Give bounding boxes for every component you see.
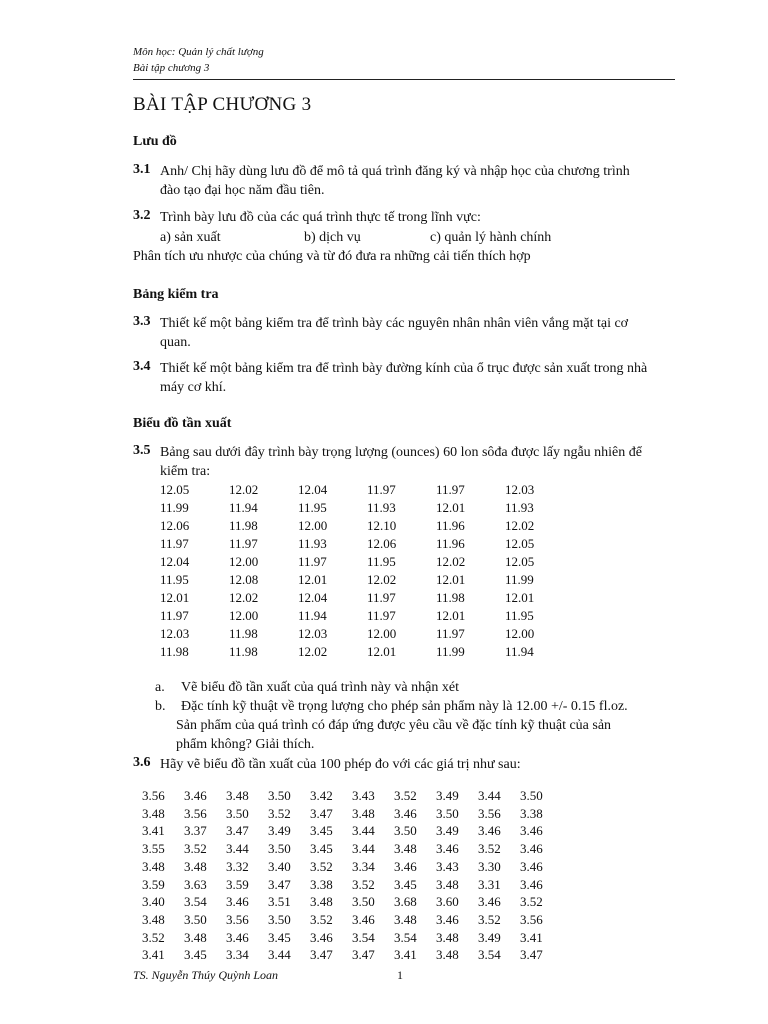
table-cell: 3.56 [226,911,249,927]
table-cell: 3.48 [184,858,207,874]
table-cell: 11.98 [229,644,258,659]
table-cell: 11.97 [229,536,258,551]
table-cell: 12.02 [298,644,328,659]
table-cell: 3.47 [268,876,291,892]
exercise-number: 3.2 [133,208,151,223]
table-cell: 3.46 [520,841,543,857]
table-cell: 11.95 [160,572,189,587]
table-cell: 3.50 [352,894,375,910]
table-cell: 12.02 [505,518,535,533]
table-cell: 11.96 [436,536,465,551]
table-cell: 12.01 [367,644,397,659]
table-cell: 3.47 [520,947,543,963]
footer-author: TS. Nguyễn Thúy Quỳnh Loan [133,968,278,982]
table-cell: 3.56 [142,788,165,803]
table-cell: 3.31 [478,876,501,892]
exercise-number: 3.4 [133,359,151,374]
table-cell: 3.46 [436,911,459,927]
table-cell: 3.46 [478,823,501,839]
table-cell: 12.03 [160,626,190,641]
section-heading-flowchart: Lưu đồ [133,134,177,149]
table-cell: 3.48 [226,788,249,803]
table-cell: 3.52 [352,876,375,892]
item-b-text: Sản phẩm của quá trình có đáp ứng được yêu cầu về đặc tính kỹ thuật của sản [176,718,612,733]
table-cell: 3.41 [142,823,165,839]
table-cell: 3.52 [184,841,207,857]
table-cell: 12.00 [229,554,259,569]
table-cell: 3.48 [436,929,459,945]
table-cell: 3.54 [478,947,501,963]
table-cell: 3.46 [436,841,459,857]
exercise-text: Bảng sau dưới đây trình bày trọng lượng (ounces) 60 lon sôđa được lấy ngẫu nhiên để [160,445,642,460]
table-cell: 3.30 [478,858,501,874]
table-cell: 3.55 [142,841,165,857]
table-cell: 3.59 [142,876,165,892]
table-cell: 11.95 [298,500,327,515]
table-cell: 3.54 [394,929,417,945]
table-cell: 3.47 [310,947,333,963]
table-cell: 12.02 [436,554,466,569]
table-cell: 3.46 [520,823,543,839]
table-cell: 11.98 [436,590,465,605]
course-header: Môn học: Quản lý chất lượng [133,46,264,58]
table-cell: 3.34 [352,858,375,874]
table-cell: 3.46 [478,894,501,910]
table-cell: 3.43 [352,788,375,803]
table-cell: 3.48 [394,911,417,927]
table-cell: 3.37 [184,823,207,839]
table-cell: 3.52 [394,788,417,803]
table-cell: 3.38 [310,876,333,892]
option-b: b) dịch vụ [304,230,361,245]
table-cell: 11.97 [298,554,327,569]
table-cell: 11.97 [160,608,189,623]
table-cell: 3.49 [436,788,459,803]
table-cell: 12.05 [160,482,190,497]
option-a: a) sản xuất [160,230,221,245]
table-cell: 3.54 [352,929,375,945]
table-cell: 12.06 [367,536,397,551]
table-cell: 3.44 [352,823,375,839]
table-cell: 11.97 [367,608,396,623]
table-cell: 11.95 [505,608,534,623]
table-cell: 3.48 [310,894,333,910]
table-cell: 3.47 [310,805,333,821]
table-cell: 3.41 [142,947,165,963]
exercise-text: Hãy vẽ biểu đồ tần xuất của 100 phép đo với các giá trị như sau: [160,757,521,772]
item-b-text: Đặc tính kỹ thuật về trọng lượng cho phép sản phẩm này là 12.00 +/- 0.15 fl.oz. [181,699,628,714]
table-cell: 11.99 [505,572,534,587]
table-cell: 3.48 [142,858,165,874]
table-cell: 12.01 [160,590,190,605]
table-cell: 3.46 [352,911,375,927]
table-cell: 12.04 [298,482,328,497]
table-cell: 3.48 [394,841,417,857]
table-cell: 11.95 [367,554,396,569]
table-cell: 12.03 [505,482,535,497]
table-cell: 11.99 [160,500,189,515]
table-cell: 3.49 [436,823,459,839]
table-cell: 3.38 [520,805,543,821]
table-cell: 12.06 [160,518,190,533]
exercise-text: đào tạo đại học năm đầu tiên. [160,183,325,198]
header-divider [133,79,675,80]
table-cell: 3.46 [226,894,249,910]
table-cell: 3.63 [184,876,207,892]
table-cell: 3.46 [226,929,249,945]
table-cell: 3.52 [478,911,501,927]
table-cell: 3.48 [184,929,207,945]
table-cell: 11.94 [229,500,258,515]
table-cell: 3.50 [394,823,417,839]
table-cell: 12.05 [505,536,535,551]
table-cell: 11.99 [436,644,465,659]
table-cell: 3.59 [226,876,249,892]
table-cell: 11.98 [160,644,189,659]
table-cell: 3.49 [268,823,291,839]
table-cell: 3.50 [268,841,291,857]
table-cell: 3.43 [436,858,459,874]
table-cell: 3.50 [268,788,291,803]
table-cell: 3.52 [310,911,333,927]
table-cell: 3.68 [394,894,417,910]
exercise-text: máy cơ khí. [160,380,227,395]
table-cell: 3.41 [520,929,543,945]
exercise-text: Phân tích ưu nhược của chúng và từ đó đưa ra những cải tiến thích hợp [133,249,531,264]
table-cell: 3.60 [436,894,459,910]
exercise-text: Thiết kế một bảng kiểm tra để trình bày đường kính của ổ trục được sản xuất trong nhà [160,361,648,376]
table-cell: 3.40 [268,858,291,874]
table-cell: 11.97 [367,482,396,497]
table-cell: 3.45 [310,841,333,857]
table-cell: 3.47 [352,947,375,963]
exercise-number: 3.1 [133,162,151,177]
item-b-text: phẩm không? Giải thích. [176,737,315,752]
exercise-number: 3.5 [133,443,151,458]
table-cell: 3.50 [268,911,291,927]
table-cell: 12.00 [229,608,259,623]
table-cell: 11.94 [298,608,327,623]
table-cell: 11.93 [505,500,534,515]
table-cell: 3.40 [142,894,165,910]
table-cell: 12.03 [298,626,328,641]
table-cell: 3.51 [268,894,291,910]
item-a-text: Vẽ biểu đồ tần xuất của quá trình này và nhận xét [181,680,459,695]
table-cell: 12.00 [298,518,328,533]
table-cell: 12.04 [298,590,328,605]
exercise-number: 3.6 [133,755,151,770]
table-cell: 12.01 [505,590,535,605]
table-cell: 3.52 [310,858,333,874]
page-number: 1 [397,968,403,982]
exercise-text: quan. [160,335,191,350]
table-cell: 3.48 [352,805,375,821]
exercise-number: 3.3 [133,314,151,329]
table-cell: 12.02 [229,482,259,497]
table-cell: 3.49 [478,929,501,945]
table-cell: 3.52 [142,929,165,945]
page-title: BÀI TẬP CHƯƠNG 3 [133,94,312,115]
table-cell: 12.00 [367,626,397,641]
table-cell: 3.46 [520,858,543,874]
table-cell: 3.46 [394,805,417,821]
table-cell: 3.56 [184,805,207,821]
table-cell: 3.50 [184,911,207,927]
table-cell: 3.45 [310,823,333,839]
table-cell: 3.50 [226,805,249,821]
table-cell: 11.97 [367,590,396,605]
table-cell: 3.48 [436,876,459,892]
table-cell: 3.46 [394,858,417,874]
table-cell: 11.93 [298,536,327,551]
table-cell: 11.97 [160,536,189,551]
exercise-text: kiểm tra: [160,464,211,479]
table-cell: 3.44 [268,947,291,963]
table-cell: 3.52 [478,841,501,857]
table-cell: 3.44 [226,841,249,857]
table-cell: 12.05 [505,554,535,569]
table-cell: 3.46 [310,929,333,945]
table-cell: 3.44 [352,841,375,857]
table-cell: 12.04 [160,554,190,569]
table-cell: 3.52 [520,894,543,910]
table-cell: 3.46 [520,876,543,892]
table-cell: 3.48 [436,947,459,963]
table-cell: 3.50 [436,805,459,821]
table-cell: 12.02 [367,572,397,587]
table-cell: 11.98 [229,518,258,533]
table-cell: 3.56 [520,911,543,927]
exercise-text: Thiết kế một bảng kiểm tra để trình bày các nguyên nhân nhân viên vắng mặt tại cơ [160,316,629,331]
table-cell: 12.10 [367,518,397,533]
table-cell: 12.08 [229,572,259,587]
table-cell: 3.42 [310,788,333,803]
table-cell: 3.41 [394,947,417,963]
chapter-header: Bài tập chương 3 [133,62,210,74]
table-cell: 3.46 [184,788,207,803]
table-cell: 3.47 [226,823,249,839]
table-cell: 3.45 [394,876,417,892]
table-cell: 12.01 [298,572,328,587]
table-cell: 3.48 [142,805,165,821]
table-cell: 11.94 [505,644,534,659]
table-cell: 11.98 [229,626,258,641]
section-heading-checksheet: Bảng kiểm tra [133,287,219,302]
table-cell: 3.52 [268,805,291,821]
table-cell: 12.01 [436,500,466,515]
table-cell: 11.97 [436,482,465,497]
table-cell: 12.02 [229,590,259,605]
table-cell: 12.01 [436,608,466,623]
table-cell: 3.45 [268,929,291,945]
exercise-text: Trình bày lưu đồ của các quá trình thực tế trong lĩnh vực: [160,210,481,225]
table-cell: 12.00 [505,626,535,641]
table-cell: 11.93 [367,500,396,515]
table-cell: 3.50 [520,788,543,803]
item-b-label: b. [155,699,166,714]
table-cell: 3.44 [478,788,501,803]
option-c: c) quản lý hành chính [430,230,552,245]
table-cell: 11.97 [436,626,465,641]
table-cell: 11.96 [436,518,465,533]
table-cell: 3.54 [184,894,207,910]
table-cell: 3.56 [478,805,501,821]
table-cell: 12.01 [436,572,466,587]
table-cell: 3.45 [184,947,207,963]
section-heading-histogram: Biểu đồ tần xuất [133,416,232,431]
exercise-text: Anh/ Chị hãy dùng lưu đồ để mô tả quá trình đăng ký và nhập học của chương trình [160,164,630,179]
table-cell: 3.34 [226,947,249,963]
item-a-label: a. [155,680,165,695]
table-cell: 3.48 [142,911,165,927]
table-cell: 3.32 [226,858,249,874]
